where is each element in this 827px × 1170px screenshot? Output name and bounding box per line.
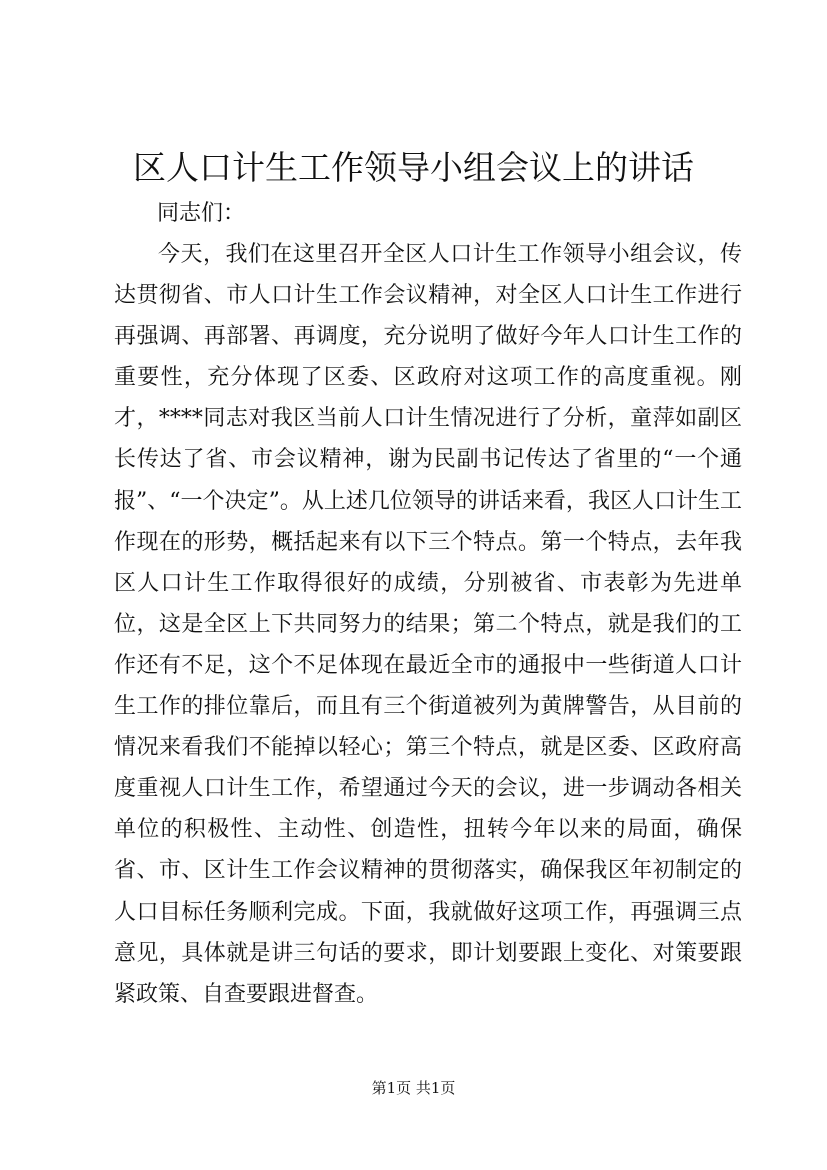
body-paragraph: 今天，我们在这里召开全区人口计生工作领导小组会议，传达贯彻省、市人口计生工作会议精神，对全区人口计生工作进行再强调、再部署、再调度，充分说明了做好今年人口计生工作的重要性，充分体现了区委、区政府对这项工作的高度重视。刚才，****同志对我区当前人口计生情况进行了分析，童萍如副区长传达了省、市会议精神，谢为民副书记传达了省里的“一个通报”、“一个决定”。从上述几位领导的讲话来看，我区人口计生工作现在的形势，概括起来有以下三个特点。第一个特点，去年我区人口计生工作取得很好的成绩，分别被省、市表彰为先进单位，这是全区上下共同努力的结果；第二个特点，就是我们的工作还有不足，这个不足体现在最近全市的通报中一些街道人口计生工作的排位靠后，而且有三个街道被列为黄牌警告，从目前的情况来看我们不能掉以轻心；第三个特点，就是区委、区政府高度重视人口计生工作，希望通过今天的会议，进一步调动各相关单位的积极性、主动性、创造性，扭转今年以来的局面，确保省、市、区计生工作会议精神的贯彻落实，确保我区年初制定的人口目标任务顺利完成。下面，我就做好这项工作，再强调三点意见，具体就是讲三句话的要求，即计划要跟上变化、对策要跟紧政策、自查要跟进督查。 — [114, 242, 742, 1007]
salutation: 同志们： — [157, 201, 246, 226]
page-footer: 第1页 共1页 — [371, 1079, 456, 1097]
document-title: 区人口计生工作领导小组会议上的讲话 — [133, 148, 694, 187]
